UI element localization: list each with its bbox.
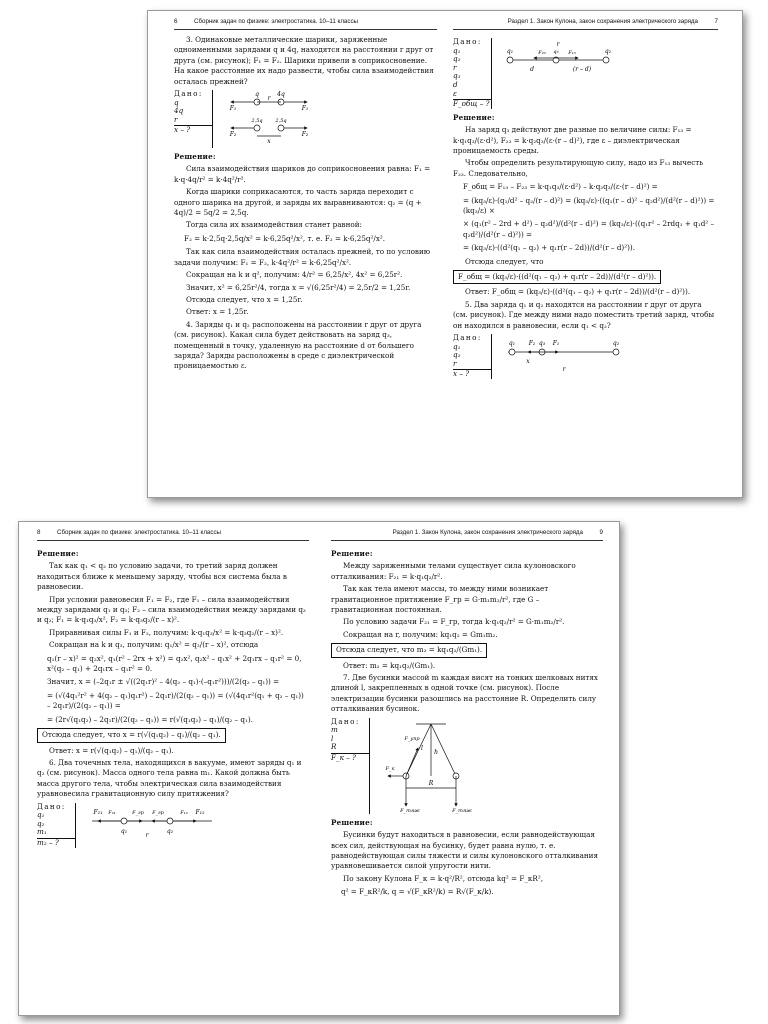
- running-title: Раздел 1. Закон Кулона, закон сохранения электрического заряда: [507, 18, 698, 25]
- label-2.5q: 2,5q: [275, 118, 287, 125]
- paragraph: 5. Два заряда q₁ и q₂ находятся на расстоянии r друг от друга (см. рисунок). Где между ними надо поместить третий заряд, чтобы он находился в равновесии, если q₁ < q₂?: [453, 299, 715, 330]
- running-title: Сборник задач по физике: электростатика. 10–11 классы: [194, 18, 359, 25]
- charge-q2: [167, 818, 173, 824]
- given-block: [174, 90, 437, 148]
- given-block: [453, 38, 718, 109]
- boxed-result: [453, 270, 718, 284]
- page-body: [37, 546, 309, 852]
- boxed-result: [331, 643, 603, 657]
- coulomb-spheres-figure: [219, 90, 319, 148]
- label-F12: F₁₂: [180, 809, 188, 816]
- given-item: r: [453, 62, 457, 72]
- running-title: Сборник задач по физике: электростатика. 10–11 классы: [57, 529, 222, 536]
- page-8: [37, 522, 309, 1015]
- page-number: 7: [714, 18, 718, 25]
- given-list: [174, 90, 213, 148]
- thread-left: [406, 724, 431, 776]
- paragraph: 7. Две бусинки массой m каждая висят на тонких шелковых нитях длиной l, закрепленных в одной точке (см. рисунок). После электризации бусинки разошлись на расстояние R. Определить силу отталкивания бусинок.: [331, 673, 598, 714]
- unknown-item: m₂ – ?: [37, 838, 75, 848]
- charge-q1: [507, 57, 513, 63]
- label-q2: q₂: [612, 340, 620, 348]
- equation: Значит, x = (–2q₁r ± √((2q₁r)² – 4(q₂ – q₁)·(–q₁r²)))/(2(q₂ – q₁)) =: [47, 677, 280, 687]
- paragraph: Ответ: x = r(√(q₁q₂) – q₁)/(q₂ – q₁).: [49, 745, 174, 755]
- given-item: q₂: [453, 54, 461, 64]
- given-list: [453, 38, 492, 109]
- paragraph: 4. Заряды q₁ и q₂ расположены на расстоянии r друг от друга (см. рисунок). Какая сила будет действовать на заряд q₃, помещенный в точку, удаленную на расстояние d от большего заряда? Заряды расположены в среде с диэлектрической проницаемостью ε.: [174, 319, 422, 371]
- given-list: [453, 334, 492, 379]
- charge-q1: [121, 818, 127, 824]
- paragraph: Чтобы определить результирующую силу, надо из F₁₃ вычесть F₂₃. Следовательно,: [453, 158, 704, 178]
- label-R: R: [428, 779, 434, 787]
- page-9: [331, 522, 603, 1015]
- paragraph: По условию задачи F₂₁ = F_гр, тогда k·q₁q₂/r² = G·m₁m₂/r².: [343, 617, 565, 627]
- result-box: Отсюда следует, что x = r(√(q₁q₂) – q₁)/(q₂ – q₁).: [37, 728, 226, 742]
- label-q: q: [255, 91, 259, 99]
- given-item: l: [331, 733, 334, 743]
- paragraph: Значит, x² = 6,25r²/4, тогда x = √(6,25r²/4) = 2,5r/2 = 1,25r.: [186, 282, 411, 292]
- label-2.5q: 2,5q: [251, 118, 263, 125]
- charge-q1: [509, 349, 515, 355]
- page-body: [331, 546, 603, 901]
- book-spread-top: [147, 10, 743, 498]
- solution-heading: Решение:: [37, 549, 79, 558]
- label-q1: q₁: [506, 48, 514, 55]
- paragraph: Сокращая на k и q², получим: 4/r² = 6,25/x², 4x² = 6,25r².: [186, 270, 403, 280]
- label-F1: F₁: [552, 340, 560, 348]
- label-Fupr: F_упр: [404, 735, 420, 742]
- paragraph: Ответ: F_общ = (kq₃/ε)·((d²(q₁ – q₂) + q₁r(r – 2d))/(d²(r – d)²)).: [465, 287, 691, 297]
- label-Fgr: F_гр: [132, 809, 144, 816]
- paragraph: Сокращая на k и q₃, получим: q₁/x² = q₂/(r – x)², отсюда: [49, 640, 259, 650]
- equation: q² = F_кR²/k, q = √(F_кR²/k) = R√(F_к/k).: [341, 887, 494, 897]
- label-4q: 4q: [277, 91, 285, 99]
- equation: = (kq₃/ε)·(q₁/d² – q₂/(r – d)²) = (kq₃/ε)·((q₁(r – d)² – q₂d²)/(d²(r – d)²)) = (kq₃/ε) ×: [463, 195, 715, 215]
- equation: q₁(r – x)² = q₂x², q₁(r² – 2rx + x²) = q₂x², q₂x² – q₁x² + 2q₁rx – q₁r² = 0, x²(q₂ – q₁) + 2q₁rx – q₁r² = 0.: [47, 653, 302, 674]
- book-spread-bottom: [18, 521, 620, 1016]
- unknown-item: F_общ – ?: [453, 99, 490, 109]
- paragraph: Ответ: m₂ = kq₁q₂/(Gm₁).: [343, 660, 436, 670]
- running-title: Раздел 1. Закон Кулона, закон сохранения электрического заряда: [392, 529, 583, 536]
- equation: × (q₁(r² – 2rd + d²) – q₂d²)/(d²(r – d)²) = (kq₃/ε)·((q₁r² – 2rdq₁ + q₁d² – q₂d²)/(d²(r – d)²)) =: [463, 219, 715, 239]
- label-x: x: [526, 358, 530, 366]
- given-item: m₁: [37, 827, 47, 837]
- result-box: Отсюда следует, что m₂ = kq₁q₂/(Gm₁).: [331, 643, 487, 657]
- given-item: q₁: [37, 810, 45, 820]
- label-F1: F₁: [229, 105, 237, 113]
- paragraph: Тогда сила их взаимодействия станет равной:: [186, 220, 362, 230]
- given-item: R: [331, 742, 337, 752]
- label-F1: F₁: [301, 105, 309, 113]
- given-label: Дано:: [174, 89, 203, 99]
- label-q1: q₁: [508, 340, 516, 348]
- given-item: d: [453, 79, 458, 89]
- paragraph: Бусинки будут находиться в равновесии, если равнодействующая всех сил, действующая на бусинку, будет равна нулю, т. е. равнодействующая силы тяжести и силы кулоновского отталкивания уравновешивается силой упругости нити.: [331, 830, 599, 871]
- paragraph: Сила взаимодействия шариков до соприкосновения равна: F₁ = k·q·4q/r² = k·4q²/r².: [174, 164, 431, 184]
- label-F2: F₂: [528, 340, 536, 348]
- given-label: Дано:: [453, 37, 482, 46]
- label-q3: q₃: [538, 340, 546, 348]
- three-charges-figure: [498, 38, 618, 82]
- equation: = (kq₃/ε)·((d²(q₁ – q₂) + q₁r(r – 2d))/(d²(r – d)²)).: [463, 243, 635, 253]
- given-block: [453, 334, 718, 379]
- paragraph: Между заряженными телами существует сила кулоновского отталкивания: F₂₁ = k·q₁q₂/r².: [331, 561, 576, 581]
- label-r: r: [556, 41, 560, 48]
- charge-2.5q: [278, 125, 284, 131]
- page-header: [174, 17, 437, 30]
- equation: = (2r√(q₁q₂) – 2q₁r)/(2(q₂ – q₁)) = r(√(q₁q₂) – q₁)/(q₂ – q₁).: [47, 714, 253, 724]
- page-body: [174, 35, 437, 374]
- given-item: q₃: [453, 71, 461, 81]
- hanging-beads-figure: [376, 718, 486, 814]
- equation: = (√(4q₁²r² + 4(q₂ – q₁)q₁r²) – 2q₁r)/(2(q₂ – q₁)) = (√(4q₁r²(q₁ + q₂ – q₁)) – 2q₁r)/(2(q₂ – q₁)) =: [47, 690, 304, 711]
- given-item: q₁: [453, 341, 461, 351]
- label-F21: F₂₁: [108, 809, 116, 816]
- boxed-result: [37, 728, 309, 742]
- equation: F₂ = k·2,5q·2,5q/x² = k·6,25q²/x², т. е. F₂ = k·6,25q²/x².: [184, 233, 386, 243]
- paragraph: Когда шарики соприкасаются, то часть заряда переходит с одного шарика на другой, и заряды их выравниваются: q₂ = (q + 4q)/2 = 5q/2 = 2,5q.: [174, 187, 422, 218]
- charge-q2: [613, 349, 619, 355]
- given-item: r: [174, 114, 178, 124]
- given-item: r: [453, 358, 457, 368]
- paragraph: Сокращая на r, получим: kq₁q₂ = Gm₁m₂.: [343, 629, 498, 639]
- page-number: 8: [37, 529, 41, 536]
- paragraph: 6. Два точечных тела, находящихся в вакууме, имеют заряды q₁ и q₂ (см. рисунок). Масса одного тела равна m₁. Какой должна быть масса другого тела, чтобы электрическая сила взаимодействия уравновесила гравитационную силу притяжения?: [37, 757, 302, 799]
- equilibrium-charges-figure: [498, 334, 628, 374]
- paragraph: Приравнивая силы F₁ и F₂, получим: k·q₁q₃/x² = k·q₃q₂/(r – x)².: [49, 627, 284, 637]
- paragraph: Ответ: x = 1,25r.: [186, 307, 249, 317]
- given-block: [37, 803, 309, 848]
- label-q2: q₂: [166, 827, 174, 835]
- result-box: F_общ = (kq₃/ε)·((d²(q₁ – q₂) + q₁r(r – 2d))/(d²(r – d)²)).: [453, 270, 661, 284]
- gravity-coulomb-figure: [82, 803, 222, 845]
- page-number: 6: [174, 18, 178, 25]
- paragraph: Отсюда следует, что: [465, 256, 544, 266]
- label-x: x: [267, 138, 271, 146]
- label-q3: q₃: [553, 49, 559, 55]
- label-q2: q₂: [604, 48, 612, 55]
- given-item: q₂: [37, 818, 45, 828]
- page-number: 9: [599, 529, 603, 536]
- given-item: ε: [453, 88, 457, 98]
- label-Fk: F_к: [385, 765, 395, 772]
- page-7: [453, 11, 718, 497]
- page-header: [37, 528, 309, 541]
- solution-heading: Решение:: [331, 817, 373, 827]
- paragraph: По закону Кулона F_к = k·q²/R², отсюда kq² = F_кR²,: [343, 873, 543, 883]
- label-d: d: [530, 66, 534, 73]
- given-item: m: [331, 725, 338, 735]
- label-Ftyazh: F_тяж: [452, 807, 472, 814]
- label-r-minus-d: (r – d): [572, 66, 592, 73]
- solution-heading: Решение:: [453, 112, 495, 122]
- label-r: r: [267, 95, 271, 103]
- solution-heading: Решение:: [174, 152, 216, 162]
- charge-q2: [603, 57, 609, 63]
- given-block: [331, 718, 603, 814]
- given-item: 4q: [174, 106, 184, 116]
- given-item: q₁: [453, 45, 461, 55]
- solution-heading: Решение:: [331, 549, 373, 558]
- unknown-item: x – ?: [453, 369, 491, 379]
- paragraph: При условии равновесия F₁ = F₂, где F₁ – сила взаимодействия между зарядами q₁ и q₃; F₂ – сила взаимодействия между зарядами q₃ и q₂; F₁ = k·q₁q₃/x², F₂ = k·q₃q₂/(r – x)².: [37, 594, 306, 625]
- paragraph: Так как тела имеют массы, то между ними возникает гравитационное притяжение F_гр = G·m₁m₂/r², где G – гравитационная постоянная.: [331, 584, 549, 615]
- charge-2.5q: [254, 125, 260, 131]
- label-q1: q₁: [120, 827, 128, 835]
- page-header: [453, 17, 718, 30]
- unknown-item: F_к – ?: [331, 753, 369, 763]
- label-F2: F₂: [301, 131, 309, 139]
- label-h: h: [434, 748, 438, 756]
- paragraph: Так как сила взаимодействия осталась прежней, то по условию задачи получим: F₁ = F₂, k·4q²/r² = k·6,25q²/x².: [174, 247, 431, 267]
- label-F12: F₁₂: [195, 808, 205, 816]
- label-F23: F₂₃: [538, 50, 546, 56]
- paragraph: Так как q₁ < q₂ по условию задачи, то третий заряд должен находиться ближе к меньшему заряду, чтобы вся система была в равновесии.: [37, 561, 287, 592]
- force-tension: [406, 748, 418, 776]
- given-label: Дано:: [37, 801, 66, 811]
- paragraph: 3. Одинаковые металлические шарики, заряженные одноименными зарядами q и 4q, находятся на расстоянии r друг от друга (см. рисунок); F₁ = F₂. Шарики привели в соприкосновение. На какое расстояние их надо развести, чтобы сила взаимодействия осталась прежней?: [174, 35, 434, 86]
- paragraph: Отсюда следует, что x = 1,25r.: [186, 294, 303, 304]
- label-F13: F₁₃: [568, 50, 576, 56]
- label-F21: F₂₁: [93, 808, 103, 816]
- page-6: [174, 11, 437, 497]
- label-r: r: [145, 831, 149, 839]
- label-Fgr: F_гр: [152, 809, 164, 816]
- given-list: [331, 718, 370, 814]
- given-label: Дано:: [453, 333, 482, 343]
- given-item: q₂: [453, 350, 461, 360]
- given-list: [37, 803, 76, 848]
- page-body: [453, 35, 718, 383]
- label-l: l: [421, 744, 423, 752]
- label-Ftyazh: F_тяж: [400, 807, 420, 814]
- page-header: [331, 528, 603, 541]
- given-item: q: [174, 97, 179, 107]
- equation: F_общ = F₁₃ – F₂₃ = k·q₁q₃/(ε·d²) – k·q₂q₃/(ε·(r – d)²) =: [463, 182, 658, 192]
- paragraph: На заряд q₃ действуют две разные по величине силы: F₁₃ = k·q₁q₃/(ε·d²), F₂₃ = k·q₂q₃/(ε·(r – d)²), где ε – диэлектрическая проницаемость среды.: [453, 125, 692, 155]
- label-r: r: [562, 366, 566, 374]
- given-label: Дано:: [331, 716, 360, 726]
- unknown-item: x – ?: [174, 125, 212, 135]
- label-F2: F₂: [229, 131, 237, 139]
